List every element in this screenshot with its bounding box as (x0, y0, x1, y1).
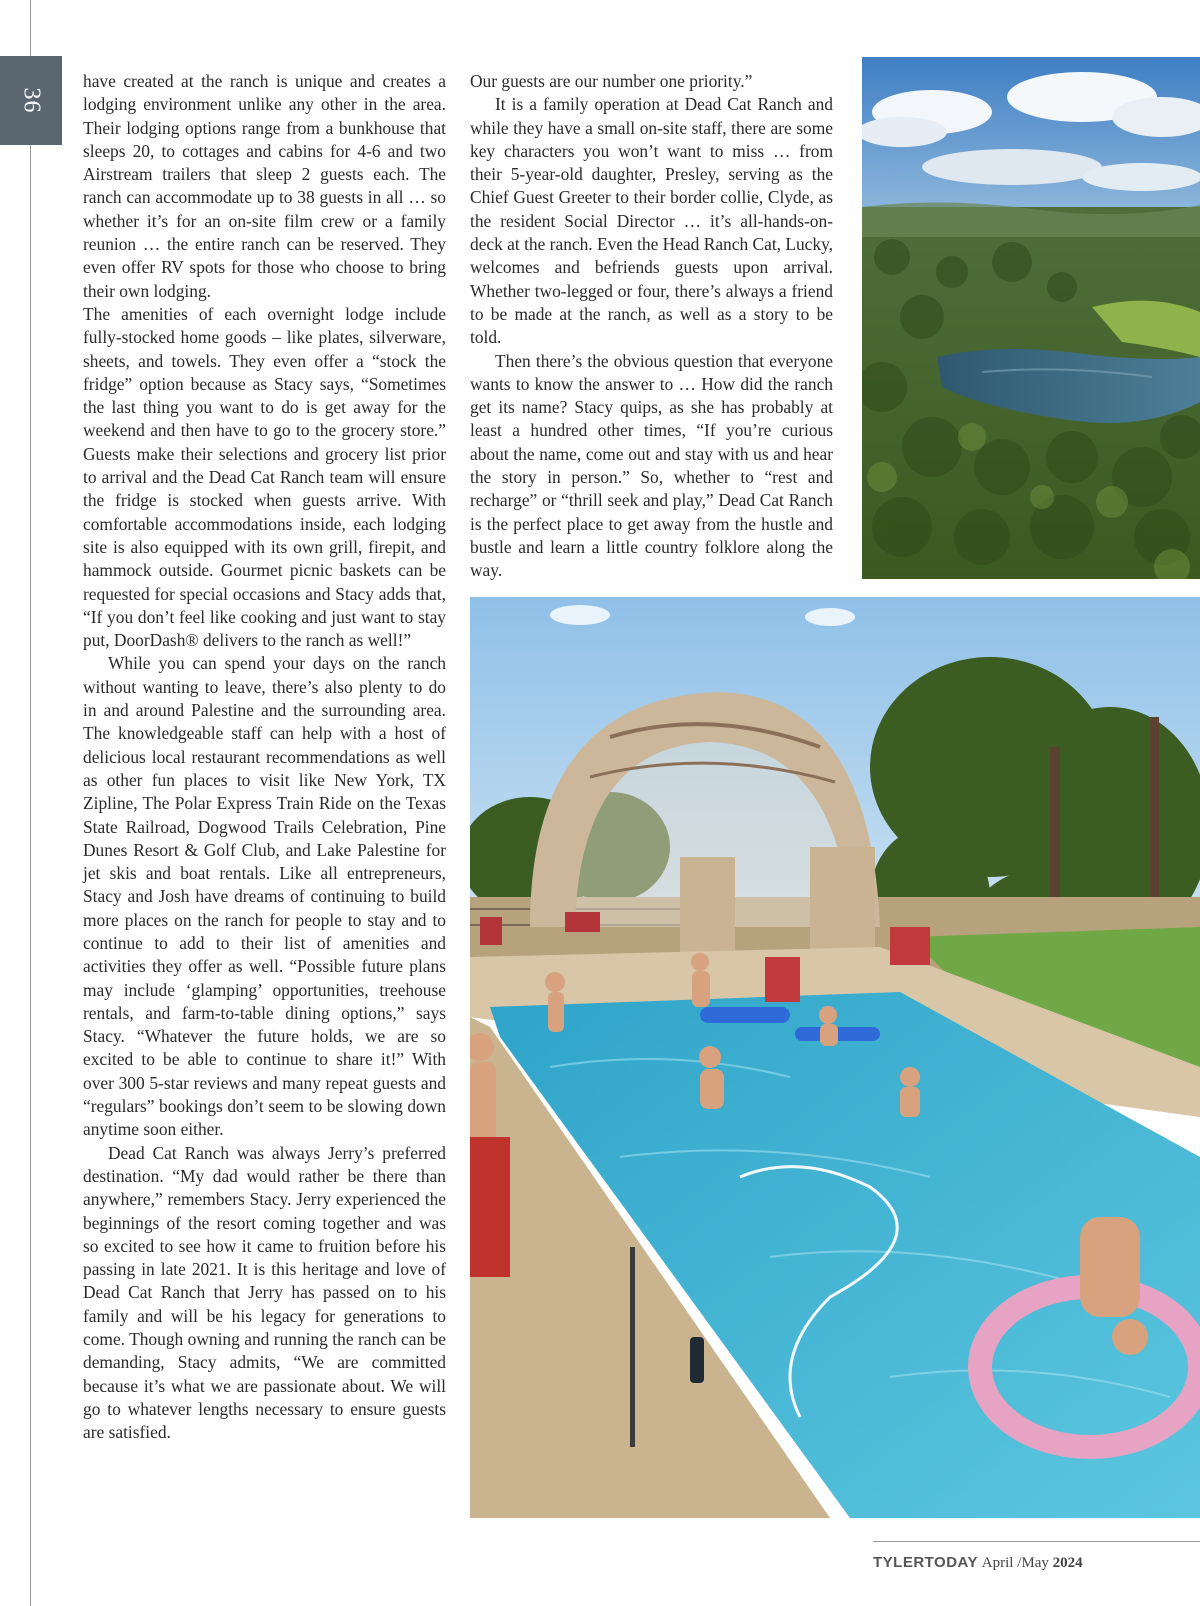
paragraph: The amenities of each overnight lodge include fully-stocked home goods – like plates, silverware, sheets, and towels. They even offer a “stock the fridge” option because as Stacy says, “Sometimes the last thing you want to do is get away for the weekend and then have to go to the grocery store.” Guests make their selections and grocery list prior to arrival and the Dead Cat Ranch team will ensure the fridge is stocked when guests arrive. With comfortable accommodations inside, each lodging site is also equipped with its own grill, firepit, and hammock outside. Gourmet picnic baskets can be requested for special occasions and Stacy adds that, “If you don’t feel like cooking and just want to stay put, DoorDash® delivers to the ranch as well!” (83, 303, 446, 651)
margin-rule (30, 0, 31, 1606)
magazine-name: TYLERTODAY (873, 1554, 979, 1571)
footer-rule (873, 1541, 1200, 1542)
paragraph: While you can spend your days on the ranch without wanting to leave, there’s also plenty to do in and around Palestine and the surrounding area. The knowledgeable staff can help with a host of delicious local restaurant recommendations as well as other fun places to visit like New York, TX Zipline, The Polar Express Train Ride on the Texas State Railroad, Dogwood Trails Celebration, Pine Dunes Resort & Golf Club, and Lake Palestine for jet skis and boat rentals. Like all entrepreneurs, Stacy and Josh have dreams of continuing to build more places on the ranch for people to stay and to continue to add to their list of amenities and activities they offer as well. “Possible future plans may include ‘glamping’ opportunities, treehouse rentals, and farm-to-table dining options,” says Stacy. “Whatever the future holds, we are so excited to be able to continue to share it!” With over 300 5-star reviews and many repeat guests and “regulars” bookings don’t seem to be slowing down anytime soon either. (83, 653, 446, 1140)
page-footer (873, 1554, 1083, 1572)
paragraph: Our guests are our number one priority.” (470, 71, 753, 91)
paragraph: Then there’s the obvious question that everyone wants to know the answer to … How did the ranch get its name? Stacy quips, as she has probably at least a hundred other times, “If you’re curious about the name, come out and stay with us and hear the story in person.” So, whether to “rest and recharge” or “thrill seek and play,” Dead Cat Ranch is the perfect place to get away from the hustle and bustle and learn a little country folklore along the way. (470, 350, 833, 581)
pool-photo (470, 597, 1200, 1518)
page-number: 36 (18, 87, 45, 114)
paragraph: It is a family operation at Dead Cat Ranch and while they have a small on-site staff, there are some key characters you won’t want to miss … from their 5-year-old daughter, Presley, serving as the Chief Guest Greeter to their border collie, Clyde, as the resident Social Director … it’s all-hands-on-deck at the ranch. Even the Head Ranch Cat, Lucky, welcomes and befriends guests upon arrival. Whether two-legged or four, there’s always a friend to be made at the ranch, as well as a story to be told. (470, 94, 833, 348)
issue-date: April /May (981, 1555, 1049, 1571)
aerial-lake-photo (862, 57, 1200, 579)
paragraph: Dead Cat Ranch was always Jerry’s preferred destination. “My dad would rather be there than anywhere,” remembers Stacy. Jerry experienced the beginnings of the resort coming together and was so excited to see how it came to fruition before his passing in late 2021. It is this heritage and love of Dead Cat Ranch that Jerry has passed on to his family and will be his legacy for generations to come. Though owning and running the ranch can be demanding, Stacy admits, “We are committed because it’s what we are passionate about. We will go to whatever lengths necessary to ensure guests are satisfied. (83, 1142, 446, 1443)
issue-year: 2024 (1052, 1555, 1083, 1571)
article-column-middle (470, 70, 833, 583)
article-column-left (83, 70, 446, 1445)
paragraph: have created at the ranch is unique and creates a lodging environment unlike any other in the area. Their lodging options range from a bunkhouse that sleeps 20, to cottages and cabins for 4-6 and two Airstream trailers that sleep 2 guests each. The ranch can accommodate up to 38 guests in all … so whether it’s for an on-site film crew or a family reunion … the entire ranch can be reserved. They even offer RV spots for those who choose to bring their own lodging. (83, 71, 446, 301)
page-number-tab (0, 56, 62, 145)
